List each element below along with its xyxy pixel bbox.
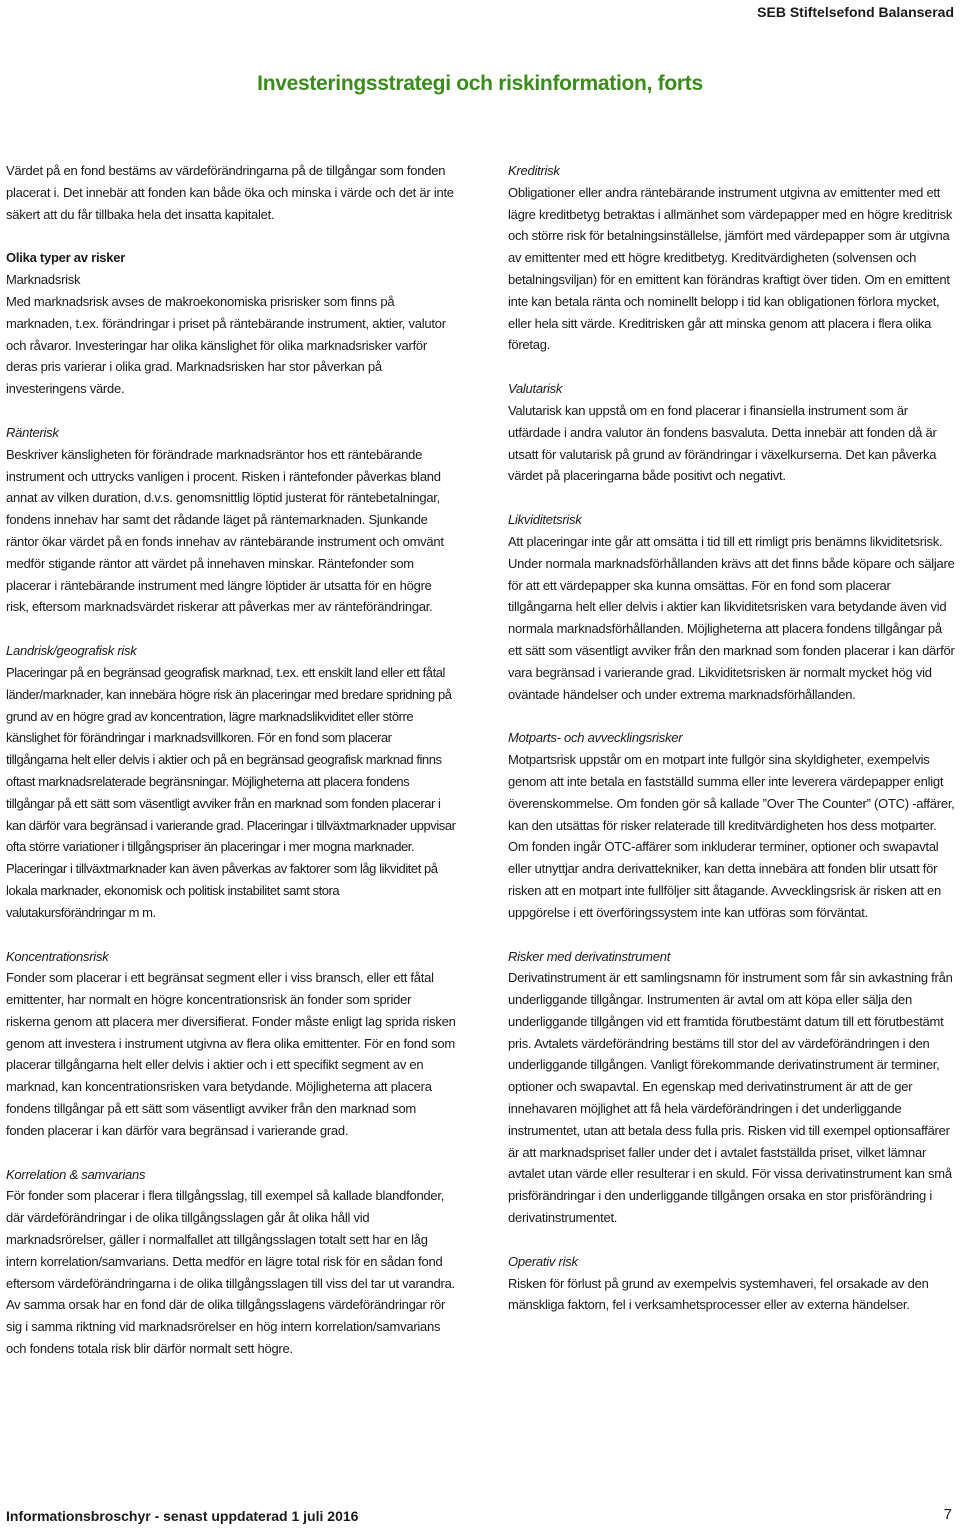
intro-section (6, 160, 456, 225)
market-risk-heading: Marknadsrisk (6, 272, 81, 288)
derivative-risk-section (508, 946, 958, 1229)
concentration-risk-heading: Koncentrationsrisk (6, 948, 109, 964)
market-risk-section (6, 247, 456, 400)
derivative-risk-heading: Risker med derivatinstrument (508, 948, 671, 964)
correlation-section (6, 1164, 456, 1360)
interest-risk-body: Beskriver känsligheten för förändrade marknadsräntor hos ett räntebärande instrument och uttrycks vanligen i procent. Risken i räntefonder påverkas bland annat av vilken duration, d.v.s. genomsnittlig löptid justerat för räntebetalningar, fondens innehav har samt det rådande läget på räntemarknaden. Sjunkande räntor ökar värdet på en fonds innehav av räntebärande instrument och omvänt medför stigande räntor att värdet på innehaven minskar. Räntefonder som placerar i räntebärande instrument med längre löptider är utsatta för en högre risk, eftersom marknadsvärdet riskerar att påverkas mer av ränteförändringar. (6, 446, 444, 615)
credit-risk-heading: Kreditrisk (508, 163, 560, 178)
interest-risk-section (6, 422, 456, 618)
geo-risk-body: Placeringar på en begränsad geografisk marknad, t.ex. ett enskilt land eller ett fåtal länder/marknader, kan innebära högre risk än placeringar med bredare spridning på grund av en högre grad av koncentration, lägre marknadslikviditet eller större känslighet för förändringar i marknadsvillkoren. För en fond som placerar tillgångarna helt eller delvis i aktier och på en begränsad geografisk marknad finns oftast marknadsrelaterade begränsningar. Möjligheterna att placera fondens tillgångar på ett sätt som väsentligt avviker från en marknad som fonden placerar i kan därför vara begränsad i varierande grad. Placeringar i tillväxtmarknader uppvisar ofta större variationer i tillgångspriser än placeringar i mer mogna marknader. Placeringar i tillväxtmarknader kan även påverkas av faktorer som låg likviditet på lokala marknader, ekonomisk och politisk instabilitet samt stora valutakursförändringar m m. (6, 664, 456, 920)
credit-risk-body: Obligationer eller andra räntebärande instrument utgivna av emittenter med ett lägre kreditbetyg betraktas i allmänhet som värdepapper med en högre kreditrisk och större risk för betalningsinställelse, jämfört med värdepapper som är utgivna av emittenter med ett högre kreditbetyg. Kreditvärdigheten (solvensen och betalningsviljan) för en emittent kan förändras kraftigt över tiden. Om en emittent inte kan betala ränta och nominellt belopp i tid kan obligationen förlora mycket, eller hela sitt värde. Kreditrisken går att minska genom att placera i flera olika företag. (508, 184, 953, 353)
intro-paragraph: Värdet på en fond bestäms av värdeförändringarna på de tillgångar som fonden placerat i. Det innebär att fonden kan både öka och minska i värde och det är inte säkert att du får tillbaka hela det insatta kapitalet. (6, 163, 454, 222)
credit-risk-section (508, 160, 958, 356)
footer-text: Informationsbroschyr - senast uppdaterad 1 juli 2016 (6, 1508, 359, 1524)
left-column (6, 160, 456, 1382)
market-risk-body: Med marknadsrisk avses de makroekonomiska prisrisker som finns på marknaden, t.ex. förändringar i priset på räntebärande instrument, aktier, valutor och råvaror. Investeringar har olika känslighet för olika marknadsrisker varför deras pris varierar i olika grad. Marknadsrisken har stor påverkan på investeringens värde. (6, 293, 446, 397)
right-column (508, 160, 958, 1338)
counterparty-risk-section (508, 727, 958, 923)
concentration-risk-body: Fonder som placerar i ett begränsat segment eller i viss bransch, eller ett fåtal emittenter, har normalt en högre koncentrationsrisk än fonder som sprider riskerna genom att placera mer diversifierat. Fonder måste enligt lag sprida risken genom att investera i instrument utgivna av flera olika emittenter. För en fond som placerar tillgångarna helt eller delvis i aktier och i ett specifikt segment av en marknad, kan koncentrationsrisken vara betydande. Möjligheterna att placera fondens tillgångar på ett sätt som väsentligt avviker från den marknad som fonden placerar i kan därför vara begränsad i varierande grad. (6, 970, 456, 1138)
correlation-body: För fonder som placerar i flera tillgångsslag, till exempel så kallade blandfonder, där värdeförändringar i de olika tillgångsslagen går åt olika håll vid marknadsrörelser, gäller i normalfallet att tillgångsslagen totalt sett har en låg intern korrelation/samvarians. Detta medför en lägre total risk för en sådan fond eftersom värdeförändringarna i de olika tillgångsslagen till viss del tar ut varandra. Av samma orsak har en fond där de olika tillgångsslagens värdeförändringar rör sig i samma riktning vid marknadsrörelser en hög intern korrelation/samvarians och fondens totala risk blir därför normalt sett högre. (6, 1188, 455, 1357)
correlation-heading: Korrelation & samvarians (6, 1166, 146, 1182)
currency-risk-heading: Valutarisk (508, 381, 563, 397)
operational-risk-section (508, 1251, 958, 1316)
currency-risk-section (508, 378, 958, 487)
geo-risk-section (6, 640, 456, 923)
derivative-risk-body: Derivatinstrument är ett samlingsnamn för instrument som får sin avkastning från underliggande tillgångar. Instrumenten är avtal om att köpa eller sälja den underliggande tillgången vid ett framtida förutbestämt datum till ett förutbestämt pris. Avtalets värdeförändring bestäms till stor del av värdeförändringen i den underliggande tillgången. Vanligt förekommande derivatinstrument är terminer, optioner och swapavtal. En egenskap med derivatinstrument är att de ger innehavaren möjlighet att få hela värdeförändringen i det underliggande instrumentet, utan att betala dess fulla pris. Risken vid till exempel optionsaffärer är att marknadspriset faller under det i avtalet fastställda priset, vilket lämnar avtalet utan värde eller resulterar i en skuld. För vissa derivatinstrument kan små prisförändringar i den underliggande tillgången orsaka en stor prisförändring i derivatinstrumentet. (508, 970, 953, 1226)
counterparty-risk-body: Motpartsrisk uppstår om en motpart inte fullgör sina skyldigheter, exempelvis genom att inte betala en fastställd summa eller inte leverera värdepapper enligt överenskommelse. Om fonden gör så kallade ”Over The Counter” (OTC) -affärer, kan den utsättas för risker relaterade till kreditvärdigheten hos dess motparter. Om fonden ingår OTC-affärer som inkluderar terminer, optioner och swapavtal eller utnyttjar andra derivattekniker, kan detta innebära att fonden blir utsatt för risken att en motpart inte fullföljer sitt åtagande. Avvecklingsrisk är risken att en uppgörelse i ett överföringssystem inte kan utföras som förväntat. (508, 752, 955, 920)
header-brand: SEB Stiftelsefond Balanserad (757, 4, 954, 20)
currency-risk-body: Valutarisk kan uppstå om en fond placerar i finansiella instrument som är utfärdade i andra valutor än fondens basvaluta. Detta innebär att fonden då är utsatt för valutarisk på grund av förändringar i växelkurserna. Det kan påverka värdet på placeringarna både positivt och negativt. (508, 402, 937, 484)
geo-risk-heading: Landrisk/geografisk risk (6, 643, 137, 659)
liquidity-risk-section (508, 509, 958, 705)
page-title: Investeringsstrategi och riskinformation, forts (257, 72, 703, 95)
operational-risk-body: Risken för förlust på grund av exempelvis systemhaveri, fel orsakade av den mänskliga faktorn, fel i verksamhetsprocesser eller av externa händelser. (508, 1275, 929, 1313)
counterparty-risk-heading: Motparts- och avvecklingsrisker (508, 730, 683, 746)
liquidity-risk-heading: Likviditetsrisk (508, 512, 582, 528)
operational-risk-heading: Operativ risk (508, 1253, 578, 1269)
liquidity-risk-body: Att placeringar inte går att omsätta i tid till ett rimligt pris benämns likviditetsrisk. Under normala marknadsförhållanden krävs att det finns både köpare och säljare för att ett värdepapper ska kunna omsättas. För en fond som placerar tillgångarna helt eller delvis i aktier kan likviditetsrisken vara betydande även vid normala marknadsförhållanden. Möjligheterna att placera fondens tillgångar på ett sätt som väsentligt avviker från den marknad som fonden placerar i kan därför vara begränsad i varierande grad. Likviditetsrisken är normalt mycket hög vid oväntade händelser och under extrema marknadsförhållanden. (508, 533, 955, 702)
concentration-risk-section (6, 946, 456, 1142)
page-number: 7 (943, 1506, 952, 1523)
interest-risk-heading: Ränterisk (6, 424, 59, 440)
risk-types-heading: Olika typer av risker (6, 250, 126, 266)
